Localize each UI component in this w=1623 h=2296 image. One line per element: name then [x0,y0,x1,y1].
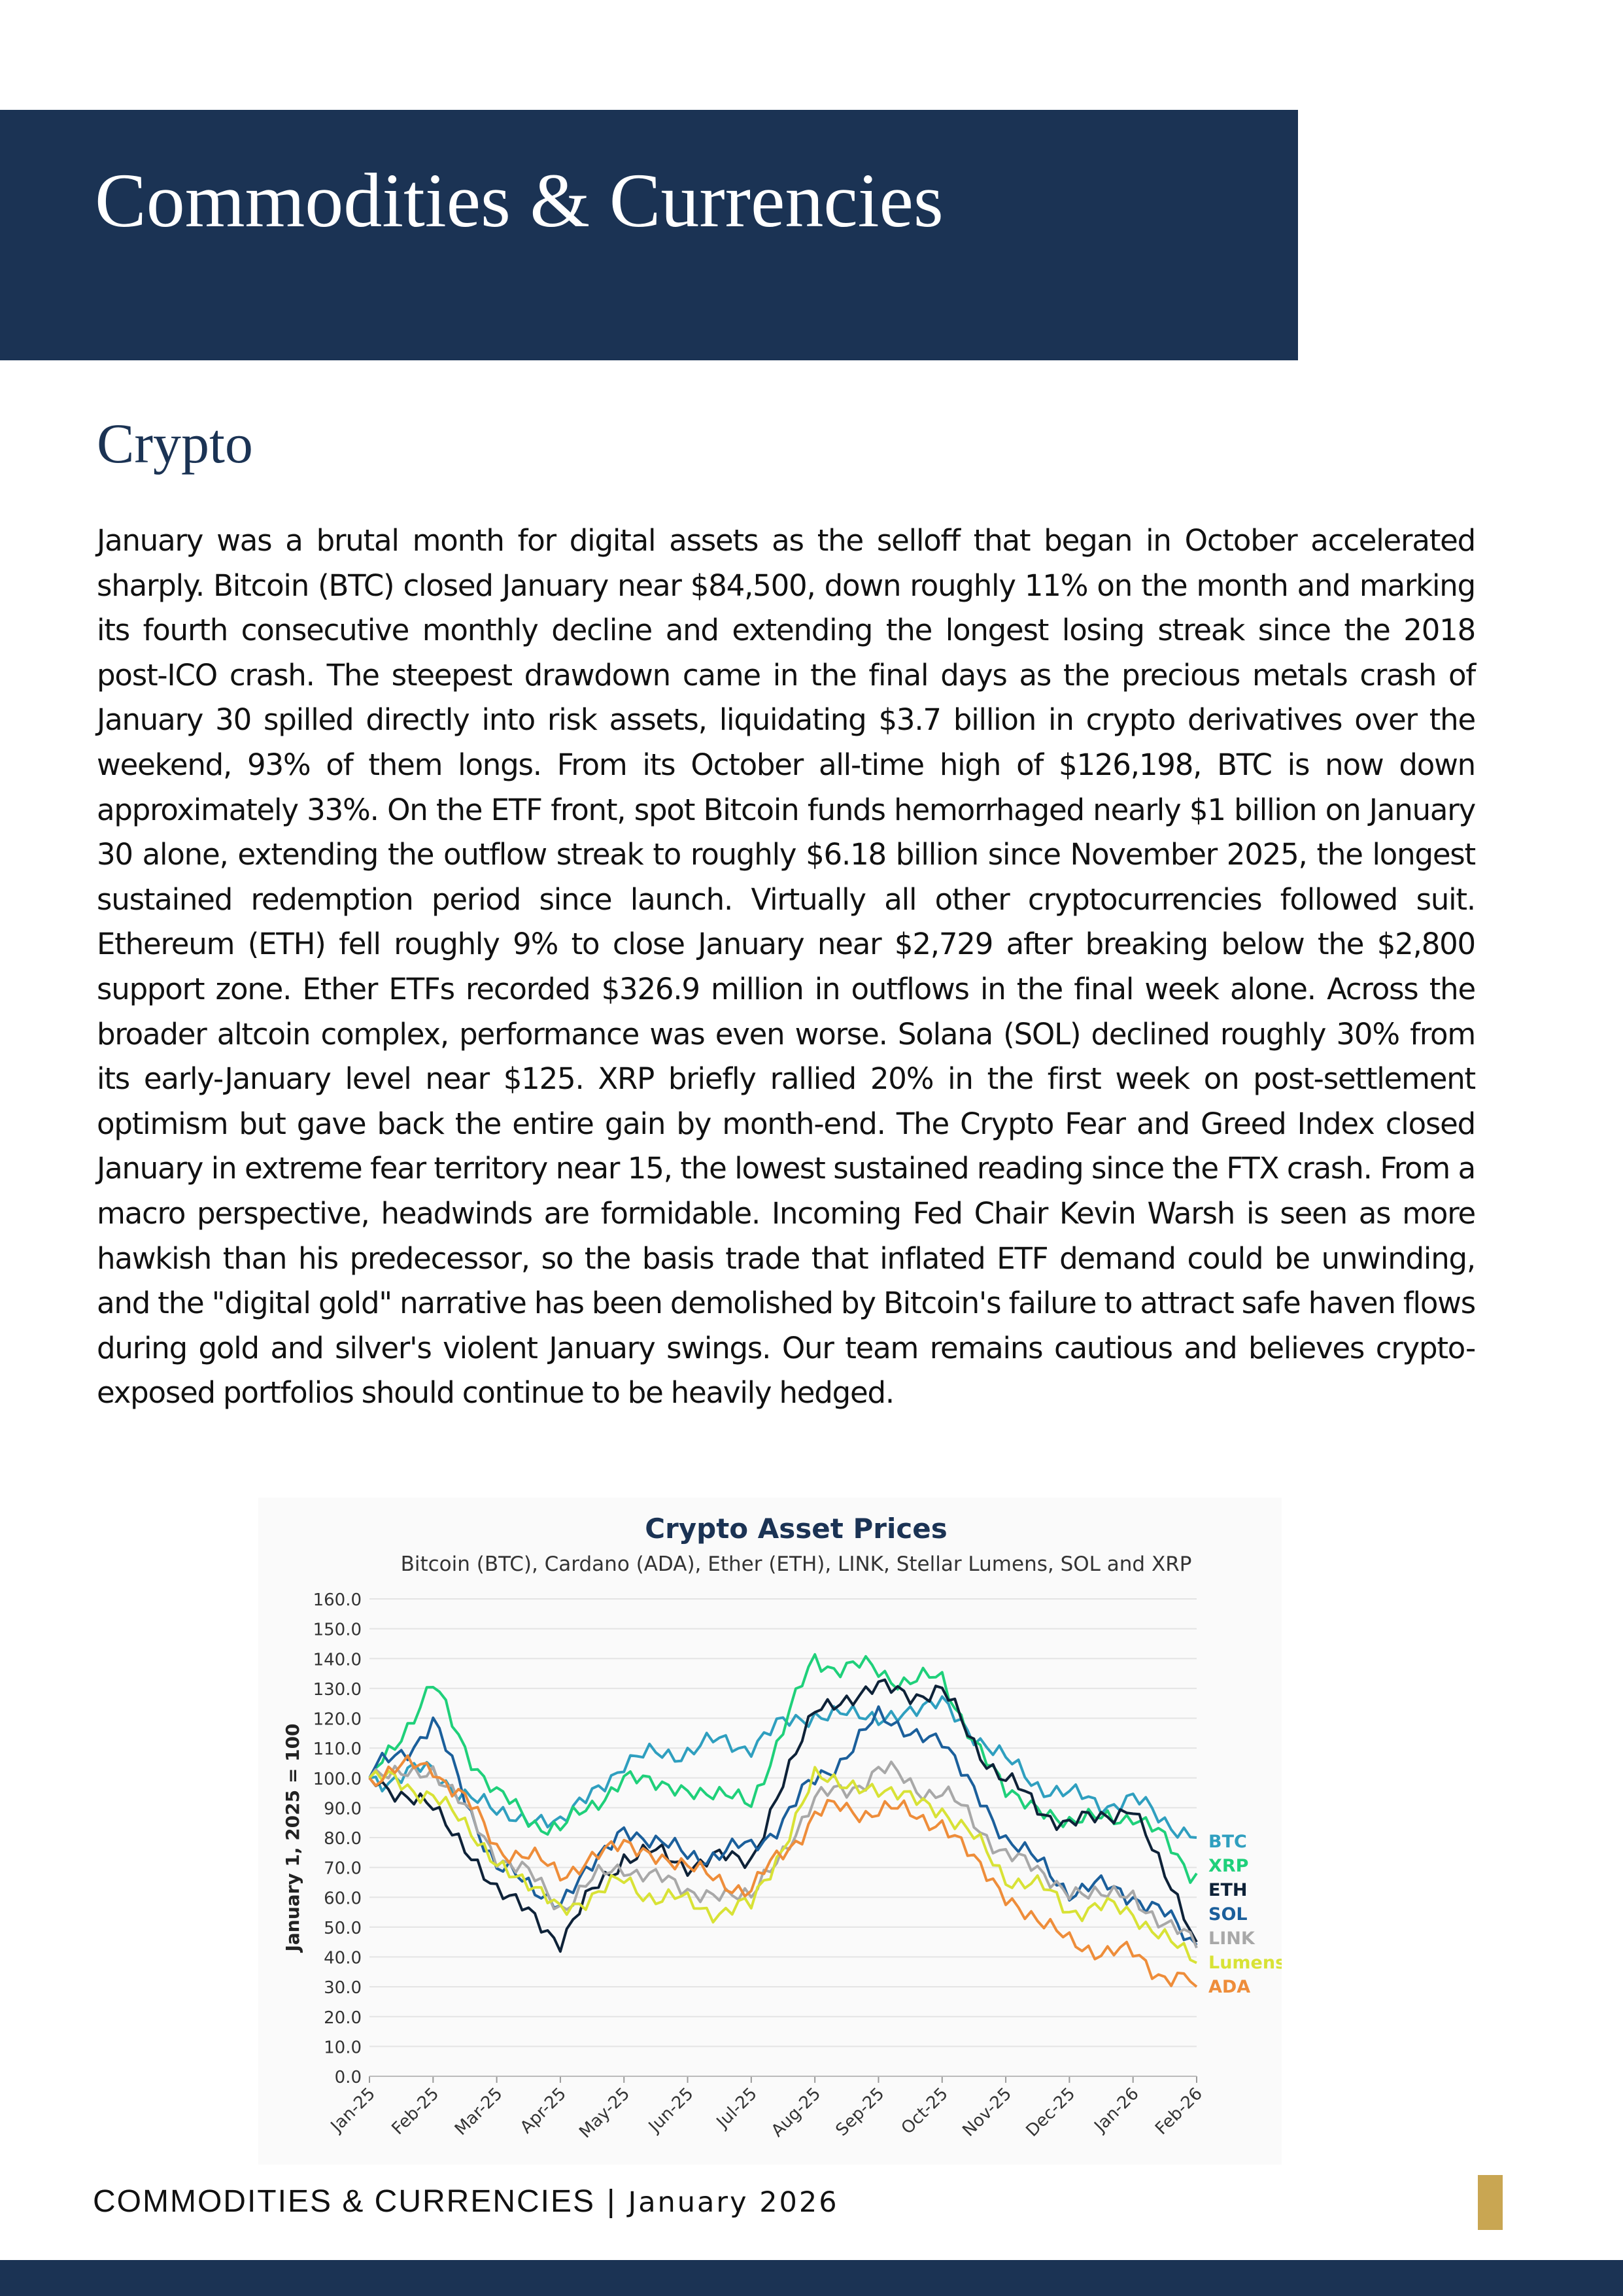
y-tick-label: 120.0 [313,1709,362,1730]
chart-subtitle: Bitcoin (BTC), Cardano (ADA), Ether (ETH), LINK, Stellar Lumens, SOL and XRP [400,1552,1192,1576]
y-tick-label: 80.0 [324,1829,362,1849]
page-marker [1478,2175,1503,2230]
body-paragraph: January was a brutal month for digital assets as the selloff that began in October accelerated sharply. Bitcoin (BTC) closed January near $84,500, down roughly 11% on the month and marking its fourth consecutive monthly decline and extending the longest losing streak since the 2018 post-ICO crash. The steepest drawdown came in the final days as the precious metals crash of January 30 spilled directly into risk assets, liquidating $3.7 billion in crypto derivatives over the weekend, 93% of them longs. From its October all-time high of $126,198, BTC is now down approximately 33%. On the ETF front, spot Bitcoin funds hemorrhaged nearly $1 billion on January 30 alone, extending the outflow streak to roughly $6.18 billion since November 2025, the longest sustained redemption period since launch. Virtually all other cryptocurrencies followed suit. Ethereum (ETH) fell roughly 9% to close January near $2,729 after breaking below the $2,800 support zone. Ether ETFs recorded $326.9 million in outflows in the final week alone. Across the broader altcoin complex, performance was even worse. Solana (SOL) declined roughly 30% from its early-January level near $125. XRP briefly rallied 20% in the first week on post-settlement optimism but gave back the entire gain by month-end. The Crypto Fear and Greed Index closed January in extreme fear territory near 15, the lowest sustained reading since the FTX crash. From a macro perspective, headwinds are formidable. Incoming Fed Chair Kevin Warsh is seen as more hawkish than his predecessor, so the basis trade that inflated ETF demand could be unwinding, and the "digital gold" narrative has been demolished by Bitcoin's failure to attract safe haven flows during gold and silver's violent January swings. Our team remains cautious and believes crypto-exposed portfolios should continue to be heavily hedged. [97,523,1475,1411]
x-tick-label: Aug-25 [767,2083,825,2141]
y-tick-label: 140.0 [313,1650,362,1670]
footer-separator: | [607,2184,617,2219]
x-tick-label: Apr-25 [516,2083,570,2138]
y-tick-label: 20.0 [324,2008,362,2028]
x-tick-label: Jan-26 [1091,2083,1143,2136]
y-tick-label: 100.0 [313,1769,362,1789]
crypto-price-chart [258,1498,1282,2165]
y-tick-label: 130.0 [313,1679,362,1700]
y-tick-label: 30.0 [324,1978,362,1998]
footer [93,2182,839,2222]
legend-entry-ada: ADA [1208,1977,1251,1997]
chart-container [258,1498,1282,2165]
series-line-lumens [369,1767,1197,1962]
x-tick-label: Jun-25 [645,2083,698,2136]
x-tick-label: Jul-25 [713,2083,761,2133]
y-tick-label: 0.0 [334,2068,362,2087]
footer-band [0,2260,1623,2296]
x-tick-label: Nov-25 [959,2083,1016,2141]
y-tick-label: 50.0 [324,1918,362,1938]
legend-entry-lumens: Lumens [1208,1953,1282,1973]
x-tick-label: Mar-25 [451,2083,507,2140]
y-tick-label: 70.0 [324,1859,362,1879]
x-tick-label: May-25 [575,2083,634,2142]
chart-title: Crypto Asset Prices [645,1513,948,1545]
legend-entry-eth: ETH [1208,1880,1248,1900]
y-tick-label: 90.0 [324,1799,362,1819]
x-tick-label: Dec-25 [1022,2083,1080,2141]
y-axis-label: January 1, 2025 = 100 [282,1723,303,1952]
series-line-sol [369,1707,1197,1945]
legend-entry-btc: BTC [1208,1832,1247,1852]
page-title: Commodities & Currencies [95,158,944,243]
legend-entry-sol: SOL [1208,1904,1248,1925]
y-tick-label: 40.0 [324,1948,362,1968]
x-tick-label: Oct-25 [897,2083,952,2138]
x-tick-label: Jan-25 [327,2083,379,2136]
y-tick-label: 110.0 [313,1739,362,1760]
footer-date: January 2026 [628,2186,839,2219]
y-tick-label: 150.0 [313,1620,362,1640]
legend-entry-xrp: XRP [1208,1856,1249,1876]
legend-entry-link: LINK [1208,1928,1255,1949]
x-tick-label: Sep-25 [832,2083,889,2140]
footer-label: COMMODITIES & CURRENCIES [93,2184,596,2219]
x-tick-label: Feb-25 [388,2083,443,2139]
y-tick-label: 10.0 [324,2038,362,2058]
y-tick-label: 60.0 [324,1889,362,1909]
x-tick-label: Feb-26 [1152,2083,1206,2139]
y-tick-label: 160.0 [313,1590,362,1610]
section-title: Crypto [97,412,253,475]
